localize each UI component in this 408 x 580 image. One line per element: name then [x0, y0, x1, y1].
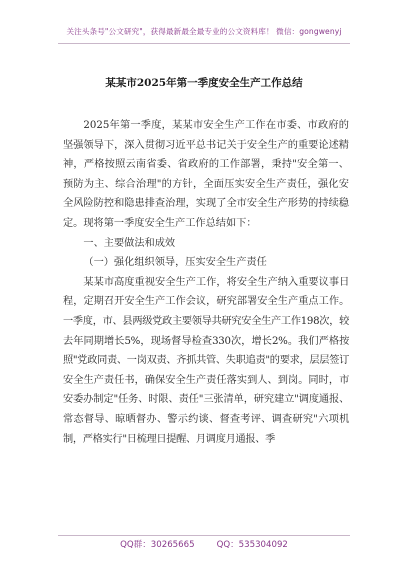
footer-divider — [58, 535, 350, 536]
footer-qq-group: QQ群：30265665 — [120, 540, 195, 550]
subsection-heading: （一）强化组织领导，压实安全生产责任 — [83, 257, 267, 269]
footer-qq-number: QQ：535304092 — [216, 540, 288, 550]
document-title: 某某市2025年第一季度安全生产工作总结 — [105, 77, 303, 89]
header-divider — [58, 43, 350, 44]
footer-contacts — [0, 538, 408, 550]
section-heading: 一、主要做法和成效 — [83, 237, 176, 249]
header-banner: 关注头条号"公文研究"，获得最新最全最专业的公文资料库！ 微信：gongwenyj — [66, 27, 342, 36]
intro-paragraph: 2025年第一季度，某某市安全生产工作在市委、市政府的坚强领导下，深入贯彻习近平总书记关于安全生产的重要论述精神，严格按照云南省委、省政府的工作部署，秉持"安全第一、预防为主、综合治理"的方针，全面压实安全生产责任，强化安全风险防控和隐患排查治理，实现了全市安全生产形势的持续稳定。现将第一季度安全生产工作总结如下： — [63, 120, 349, 229]
body-paragraph: 某某市高度重视安全生产工作，将安全生产纳入重要议事日程，定期召开安全生产工作会议，研究部署安全生产重点工作。一季度，市、县两级党政主要领导共研究安全生产工作198次，较去年同期增长5%，现场督导检查330次，增长2%。我们严格按照"党政同责、一岗双责、齐抓共管、失职追责"的要求，层层签订安全生产责任书，确保安全生产责任落实到人、到岗。同时，市安委办制定"任务、时限、责任"三张清单，研究建立"调度通报、常态督导、晾晒督办、警示约谈、督查考评、调查研究"六项机制，严格实行"日梳理日提醒、月调度月通报、季 — [63, 276, 349, 445]
document-body — [63, 116, 349, 449]
